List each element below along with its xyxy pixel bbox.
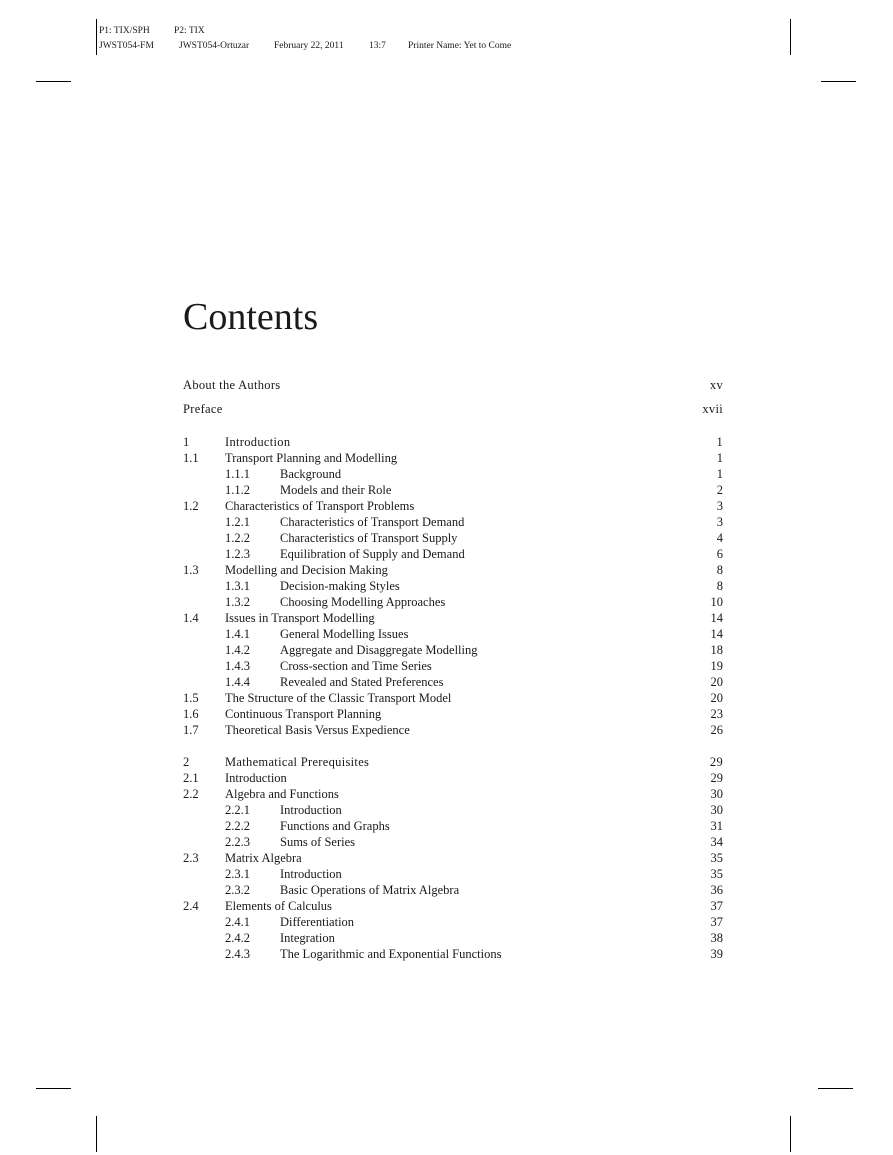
toc-entry-page: 36 [710,883,723,897]
toc-entry-number: 2.3 [183,851,199,865]
toc-entry-page: 19 [710,659,723,673]
toc-entry-title: Preface [183,402,223,416]
toc-entry-title: Characteristics of Transport Supply [280,531,458,545]
toc-entry-page: 26 [710,723,723,737]
toc-entry-title: Algebra and Functions [225,787,339,801]
toc-entry-number: 2.4.2 [225,931,250,945]
crop-mark [821,81,856,82]
toc-entry-number: 2.2 [183,787,199,801]
toc-entry-number: 1.4.4 [225,675,250,689]
toc-entry-page: 29 [709,755,723,769]
toc-entry-title: Integration [280,931,335,945]
toc-entry[interactable] [183,594,723,610]
toc-entry-number: 1.2.1 [225,515,250,529]
toc-entry-page: 3 [716,515,723,529]
toc-entry-title: Basic Operations of Matrix Algebra [280,883,460,897]
toc-entry-number: 2.3.1 [225,867,250,881]
toc-entry[interactable] [183,642,723,658]
toc-entry-page: 14 [710,627,723,641]
toc-entry-page: 6 [716,547,723,561]
toc-entry-number: 1.4.1 [225,627,250,641]
toc-entry-title: Theoretical Basis Versus Expedience [225,723,410,737]
toc-entry[interactable] [183,690,723,706]
toc-entry-number: 1.3.1 [225,579,250,593]
toc-entry-number: 2 [183,755,190,769]
crop-mark [96,19,97,55]
toc-entry-number: 1.4.3 [225,659,250,673]
toc-entry-title: Transport Planning and Modelling [225,451,398,465]
toc-entry[interactable] [183,514,723,530]
toc-entry[interactable] [183,626,723,642]
toc-entry-page: 37 [710,915,723,929]
toc-entry-page: 39 [710,947,723,961]
toc-entry-title: Equilibration of Supply and Demand [280,547,465,561]
toc-entry-number: 1.7 [183,723,199,737]
toc-entry-page: 30 [710,787,723,801]
toc-entry[interactable] [183,834,723,850]
toc-entry[interactable] [183,770,723,786]
toc-entry[interactable] [183,754,723,770]
toc-entry[interactable] [183,850,723,866]
toc-entry-number: 1.5 [183,691,199,705]
toc-entry-title: Characteristics of Transport Problems [225,499,415,513]
toc-entry-number: 1.3.2 [225,595,250,609]
slug-p2: P2: TIX [174,26,205,36]
crop-mark [36,1088,71,1089]
toc-entry-page: 1 [716,435,723,449]
toc-entry[interactable] [183,610,723,626]
toc-entry[interactable] [183,450,723,466]
toc-entry[interactable] [183,562,723,578]
slug-author: JWST054-Ortuzar [179,41,250,51]
toc-entry-page: 8 [716,563,723,577]
toc-entry-title: Background [280,467,342,481]
toc-entry-title: Choosing Modelling Approaches [280,595,446,609]
toc-entry[interactable] [183,377,723,393]
toc-entry-page: 10 [710,595,723,609]
toc-entry-page: 18 [710,643,723,657]
toc-entry-page: 23 [710,707,723,721]
toc-entry-title: Differentiation [280,915,355,929]
toc-entry-page: 31 [710,819,723,833]
toc-entry-title: Modelling and Decision Making [225,563,388,577]
toc-entry-title: Decision-making Styles [280,579,400,593]
toc-entry-number: 1.1 [183,451,199,465]
toc-entry-number: 2.3.2 [225,883,250,897]
toc-entry[interactable] [183,946,723,962]
toc-entry-number: 2.4.3 [225,947,250,961]
toc-entry-number: 2.4 [183,899,199,913]
toc-entry-page: 37 [710,899,723,913]
slug-fm: JWST054-FM [99,41,154,51]
toc-entry-page: 1 [716,451,723,465]
toc-entry-number: 1.3 [183,563,199,577]
toc-entry-title: Cross-section and Time Series [280,659,432,673]
toc-entry-title: General Modelling Issues [280,627,409,641]
toc-entry-page: 14 [710,611,723,625]
toc-entry[interactable] [183,546,723,562]
toc-entry[interactable] [183,658,723,674]
toc-entry-title: Matrix Algebra [225,851,302,865]
toc-entry[interactable] [183,786,723,802]
toc-entry-title: Revealed and Stated Preferences [280,675,444,689]
toc-entry-page: 20 [710,691,723,705]
toc-entry[interactable] [183,434,723,450]
toc-entry[interactable] [183,930,723,946]
toc-entry[interactable] [183,818,723,834]
toc-entry-title: Mathematical Prerequisites [225,755,370,769]
toc-entry-title: Characteristics of Transport Demand [280,515,465,529]
toc-entry-title: The Structure of the Classic Transport Model [225,691,452,705]
crop-mark [818,1088,853,1089]
toc-entry[interactable] [183,401,723,417]
toc-entry-title: Introduction [280,803,342,817]
toc-entry[interactable] [183,482,723,498]
toc-entry[interactable] [183,578,723,594]
toc-entry-title: Issues in Transport Modelling [225,611,375,625]
toc-entry-page: xvii [702,402,723,416]
toc-entry-title: Functions and Graphs [280,819,390,833]
toc-entry-page: 4 [716,531,723,545]
toc-entry-title: Introduction [280,867,342,881]
toc-entry-page: 1 [716,467,723,481]
toc-entry[interactable] [183,706,723,722]
toc-entry-title: Aggregate and Disaggregate Modelling [280,643,478,657]
toc-entry-number: 1.6 [183,707,199,721]
toc-entry[interactable] [183,498,723,514]
toc-entry[interactable] [183,914,723,930]
toc-entry-page: 35 [710,851,723,865]
toc-entry-number: 2.4.1 [225,915,250,929]
toc-entry-number: 1.2 [183,499,199,513]
toc-entry-title: Continuous Transport Planning [225,707,382,721]
toc-entry-number: 2.2.3 [225,835,250,849]
toc-entry-page: 35 [710,867,723,881]
toc-entry-number: 2.2.2 [225,819,250,833]
toc-entry-page: xv [709,378,723,392]
toc-entry[interactable] [183,898,723,914]
toc-entry[interactable] [183,882,723,898]
toc-entry-page: 34 [710,835,723,849]
toc-entry-page: 8 [716,579,723,593]
slug-printer: Printer Name: Yet to Come [408,41,512,51]
crop-mark [96,1116,97,1152]
toc-entry-number: 2.1 [183,771,199,785]
toc-entry-number: 1.4.2 [225,643,250,657]
toc-entry-page: 20 [710,675,723,689]
crop-mark [790,19,791,55]
slug-time: 13:7 [369,41,386,51]
toc-entry[interactable] [183,674,723,690]
toc-entry[interactable] [183,466,723,482]
toc-entry[interactable] [183,722,723,738]
toc-entry-title: Introduction [225,435,291,449]
toc-entry-number: 2.2.1 [225,803,250,817]
toc-entry-page: 29 [710,771,723,785]
toc-entry-title: Models and their Role [280,483,392,497]
toc-entry-number: 1 [183,435,190,449]
toc-entry-title: Sums of Series [280,835,355,849]
toc-entry-page: 38 [710,931,723,945]
toc-entry-page: 2 [716,483,723,497]
toc-entry-page: 30 [710,803,723,817]
toc-entry[interactable] [183,530,723,546]
toc-entry-number: 1.1.2 [225,483,250,497]
crop-mark [36,81,71,82]
toc-entry-title: Elements of Calculus [225,899,332,913]
slug-date: February 22, 2011 [274,41,344,51]
page-title: Contents [183,296,319,338]
toc-entry-number: 1.1.1 [225,467,250,481]
toc-entry-number: 1.4 [183,611,199,625]
toc-entry-number: 1.2.3 [225,547,250,561]
toc-entry[interactable] [183,802,723,818]
toc-entry-title: The Logarithmic and Exponential Functions [280,947,502,961]
slug-p1: P1: TIX/SPH [99,26,150,36]
toc-entry[interactable] [183,866,723,882]
crop-mark [790,1116,791,1152]
toc-entry-number: 1.2.2 [225,531,250,545]
toc-entry-title: About the Authors [183,378,281,392]
toc-entry-page: 3 [716,499,723,513]
toc-entry-title: Introduction [225,771,287,785]
